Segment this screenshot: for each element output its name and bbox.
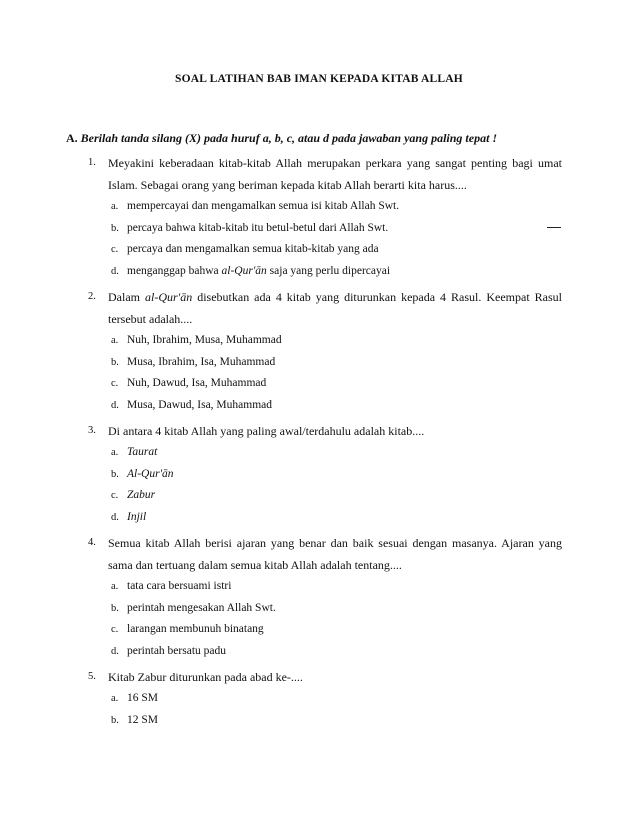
option-text: Al-Qur'ān bbox=[127, 467, 174, 480]
option-text: mempercayai dan mengamalkan semua isi kitab Allah Swt. bbox=[127, 200, 400, 212]
option-d[interactable] bbox=[0, 395, 638, 417]
page-title: SOAL LATIHAN BAB IMAN KEPADA KITAB ALLAH bbox=[175, 73, 463, 85]
option-b[interactable] bbox=[0, 710, 638, 732]
option-a[interactable] bbox=[0, 688, 638, 710]
option-letter: c. bbox=[111, 244, 119, 255]
option-letter: c. bbox=[111, 490, 119, 501]
option-c[interactable] bbox=[0, 373, 638, 395]
option-letter: b. bbox=[111, 222, 119, 234]
question-text-italic: al-Qur'ān bbox=[144, 290, 193, 304]
option-letter: b. bbox=[111, 468, 119, 480]
option-d[interactable] bbox=[0, 261, 638, 283]
question-text: Di antara 4 kitab Allah yang paling awal/terdahulu adalah kitab.... bbox=[108, 424, 425, 438]
question-text bbox=[108, 286, 562, 330]
option-text: percaya bahwa kitab-kitab itu betul-betul dari Allah Swt. bbox=[127, 221, 389, 234]
instruction bbox=[66, 131, 586, 146]
option-c[interactable] bbox=[0, 619, 638, 641]
question-number: 3. bbox=[88, 425, 96, 436]
question-text: Meyakini keberadaan kitab-kitab Allah merupakan perkara yang sangat penting bagi umat Islam. Sebagai orang yang beriman kepada kitab Allah berarti kita harus.... bbox=[108, 156, 562, 192]
option-letter: b. bbox=[111, 356, 119, 368]
option-a[interactable] bbox=[0, 196, 638, 218]
option-letter: a. bbox=[111, 201, 119, 212]
option-c[interactable] bbox=[0, 485, 638, 507]
option-text bbox=[127, 261, 390, 283]
option-a[interactable] bbox=[0, 442, 638, 464]
option-text: Injil bbox=[127, 510, 147, 523]
option-text: Nuh, Dawud, Isa, Muhammad bbox=[127, 377, 267, 389]
option-b[interactable] bbox=[0, 598, 638, 620]
option-text: tata cara bersuami istri bbox=[127, 580, 232, 592]
option-b[interactable] bbox=[0, 464, 638, 486]
option-letter: d. bbox=[111, 511, 119, 523]
option-b[interactable] bbox=[0, 352, 638, 374]
option-text: percaya dan mengamalkan semua kitab-kitab yang ada bbox=[127, 243, 379, 255]
option-c[interactable] bbox=[0, 239, 638, 261]
question-text-post: disebutkan ada 4 kitab yang diturunkan kepada 4 Rasul. Keempat Rasul tersebut adalah.... bbox=[108, 290, 562, 326]
option-letter: d. bbox=[111, 399, 119, 411]
option-text: Musa, Dawud, Isa, Muhammad bbox=[127, 398, 273, 411]
question-list bbox=[0, 152, 638, 735]
option-d[interactable] bbox=[0, 507, 638, 529]
option-text: larangan membunuh binatang bbox=[127, 623, 264, 635]
option-letter: c. bbox=[111, 378, 119, 389]
option-text: perintah bersatu padu bbox=[127, 644, 226, 657]
option-letter: a. bbox=[111, 447, 119, 458]
option-text: 12 SM bbox=[127, 713, 158, 726]
question-text: Semua kitab Allah berisi ajaran yang benar dan baik sesuai dengan masanya. Ajaran yang sama dan tertuang dalam semua kitab Allah adalah tentang.... bbox=[108, 536, 562, 572]
question-4 bbox=[0, 532, 638, 662]
question-5 bbox=[0, 666, 638, 731]
instruction-text: Berilah tanda silang (X) pada huruf a, b, c, atau d pada jawaban yang paling tepat ! bbox=[80, 131, 498, 145]
option-b[interactable] bbox=[0, 218, 638, 240]
option-text: perintah mengesakan Allah Swt. bbox=[127, 601, 276, 614]
question-2 bbox=[0, 286, 638, 416]
option-text: 16 SM bbox=[127, 692, 158, 704]
option-text: Musa, Ibrahim, Isa, Muhammad bbox=[127, 355, 276, 368]
option-letter: b. bbox=[111, 714, 119, 726]
option-text: Nuh, Ibrahim, Musa, Muhammad bbox=[127, 334, 282, 346]
option-text-pre: menganggap bahwa bbox=[127, 264, 222, 277]
question-number: 2. bbox=[88, 291, 96, 302]
option-text-italic: al-Qur'ān bbox=[221, 264, 267, 277]
question-number: 1. bbox=[88, 157, 96, 168]
option-d[interactable] bbox=[0, 641, 638, 663]
section-label: A. bbox=[66, 131, 78, 145]
option-text: Zabur bbox=[127, 489, 156, 501]
option-a[interactable] bbox=[0, 330, 638, 352]
option-letter: a. bbox=[111, 335, 119, 346]
question-text-pre: Dalam bbox=[108, 290, 145, 304]
option-letter: d. bbox=[111, 645, 119, 657]
option-letter: a. bbox=[111, 693, 119, 704]
question-text: Kitab Zabur diturunkan pada abad ke-.... bbox=[108, 670, 303, 684]
option-letter: b. bbox=[111, 602, 119, 614]
option-text: Taurat bbox=[127, 446, 158, 458]
option-letter: d. bbox=[111, 265, 119, 277]
option-text-post: saja yang perlu dipercayai bbox=[266, 264, 391, 277]
option-letter: a. bbox=[111, 581, 119, 592]
option-letter: c. bbox=[111, 624, 119, 635]
question-number: 5. bbox=[88, 671, 96, 682]
question-1 bbox=[0, 152, 638, 282]
question-number: 4. bbox=[88, 537, 96, 548]
question-3 bbox=[0, 420, 638, 528]
option-a[interactable] bbox=[0, 576, 638, 598]
